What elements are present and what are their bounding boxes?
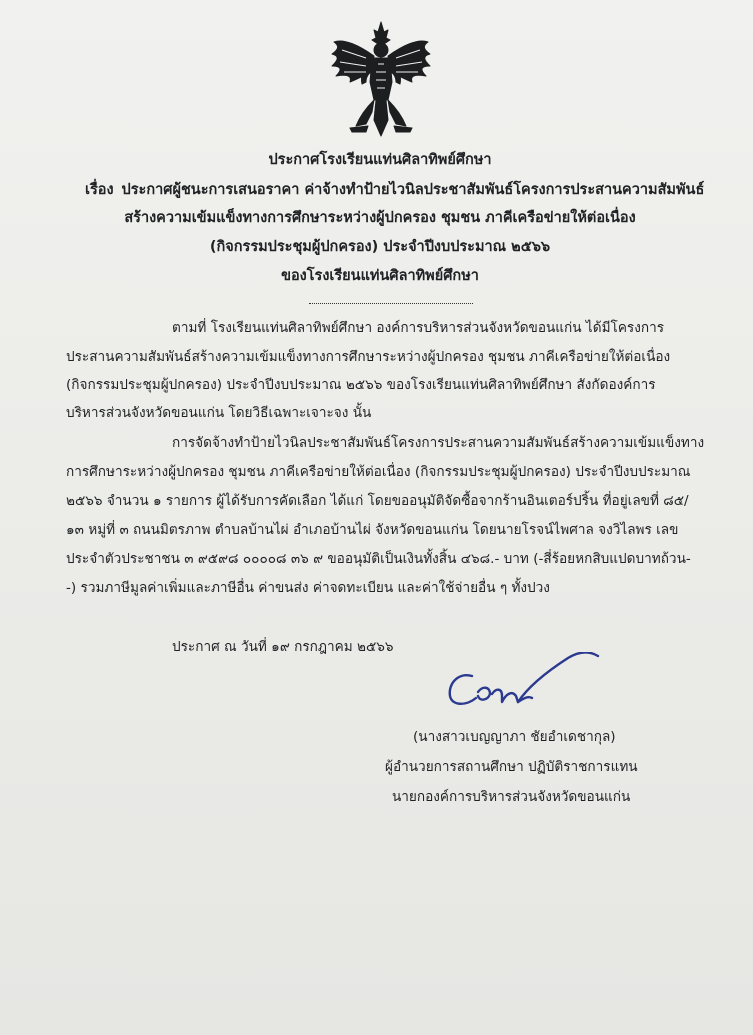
subject-line-3: (กิจกรรมประชุมผู้ปกครอง) ประจำปีงบประมาณ ๒๕๖๖ [209,239,551,255]
subject-text-1: ประกาศผู้ชนะการเสนอราคา ค่าจ้างทำป้ายไวนิลประชาสัมพันธ์โครงการประสานความสัมพันธ์ [121,182,705,198]
subject-label: เรื่อง [85,182,114,198]
paragraph-2-line-3: ๒๕๖๖ จำนวน ๑ รายการ ผู้ได้รับการคัดเลือก ได้แก่ โดยขออนุมัติจัดซื้อจากร้านอินเตอร์ปริ้น ที่อยู่เลขที่ ๘๕/ [66,493,689,509]
handwritten-signature [428,652,613,722]
paragraph-1-line-3: (กิจกรรมประชุมผู้ปกครอง) ประจำปีงบประมาณ ๒๕๖๖ ของโรงเรียนแท่นศิลาทิพย์ศึกษา สังกัดองค์การ [66,377,656,393]
announce-date: ประกาศ ณ วันที่ ๑๙ กรกฎาคม ๒๕๖๖ [172,639,394,655]
dotted-divider [309,303,473,304]
paragraph-2-line-1: การจัดจ้างทำป้ายไวนิลประชาสัมพันธ์โครงการประสานความสัมพันธ์สร้างความเข้มแข็งทาง [172,435,705,451]
subject-line-4: ของโรงเรียนแท่นศิลาทิพย์ศึกษา [281,268,479,284]
signatory-position-1: ผู้อำนวยการสถานศึกษา ปฏิบัติราชการแทน [385,759,638,775]
paragraph-2-line-2: การศึกษาระหว่างผู้ปกครอง ชุมชน ภาคีเครือข่ายให้ต่อเนื่อง (กิจกรรมประชุมผู้ปกครอง) ประจำปีงบประมาณ [66,464,691,480]
paragraph-1-line-2: ประสานความสัมพันธ์สร้างความเข้มแข็งทางการศึกษาระหว่างผู้ปกครอง ชุมชน ภาคีเครือข่ายให้ต่อเนื่อง [66,349,671,365]
subject-line-1 [85,180,705,200]
paragraph-2-line-6: -) รวมภาษีมูลค่าเพิ่มและภาษีอื่น ค่าขนส่ง ค่าจดทะเบียน และค่าใช้จ่ายอื่น ๆ ทั้งปวง [66,580,550,596]
paragraph-1-line-1: ตามที่ โรงเรียนแท่นศิลาทิพย์ศึกษา องค์การบริหารส่วนจังหวัดขอนแก่น ได้มีโครงการ [172,320,665,336]
garuda-emblem-icon [326,20,436,140]
signatory-name: (นางสาวเบญญาภา ชัยอำเดชากุล) [413,729,616,745]
signatory-position-2: นายกองค์การบริหารส่วนจังหวัดขอนแก่น [392,789,631,805]
paragraph-2-line-5: ประจำตัวประชาชน ๓ ๙๕๙๘ ๐๐๐๐๘ ๓๖ ๙ ขออนุมัติเป็นเงินทั้งสิ้น ๔๖๘.- บาท (-สี่ร้อยหกสิบแปดบาทถ้วน- [66,551,691,567]
paragraph-2-line-4: ๑๓ หมู่ที่ ๓ ถนนมิตรภาพ ตำบลบ้านไผ่ อำเภอบ้านไผ่ จังหวัดขอนแก่น โดยนายโรจน์ไพศาล จงวิไลพร เลข [66,522,679,538]
paragraph-1-line-4: บริหารส่วนจังหวัดขอนแก่น โดยวิธีเฉพาะเจาะจง นั้น [66,405,372,421]
subject-line-2: สร้างความเข้มแข็งทางการศึกษาระหว่างผู้ปกครอง ชุมชน ภาคีเครือข่ายให้ต่อเนื่อง [124,210,636,226]
document-title: ประกาศโรงเรียนแท่นศิลาทิพย์ศึกษา [268,152,492,168]
